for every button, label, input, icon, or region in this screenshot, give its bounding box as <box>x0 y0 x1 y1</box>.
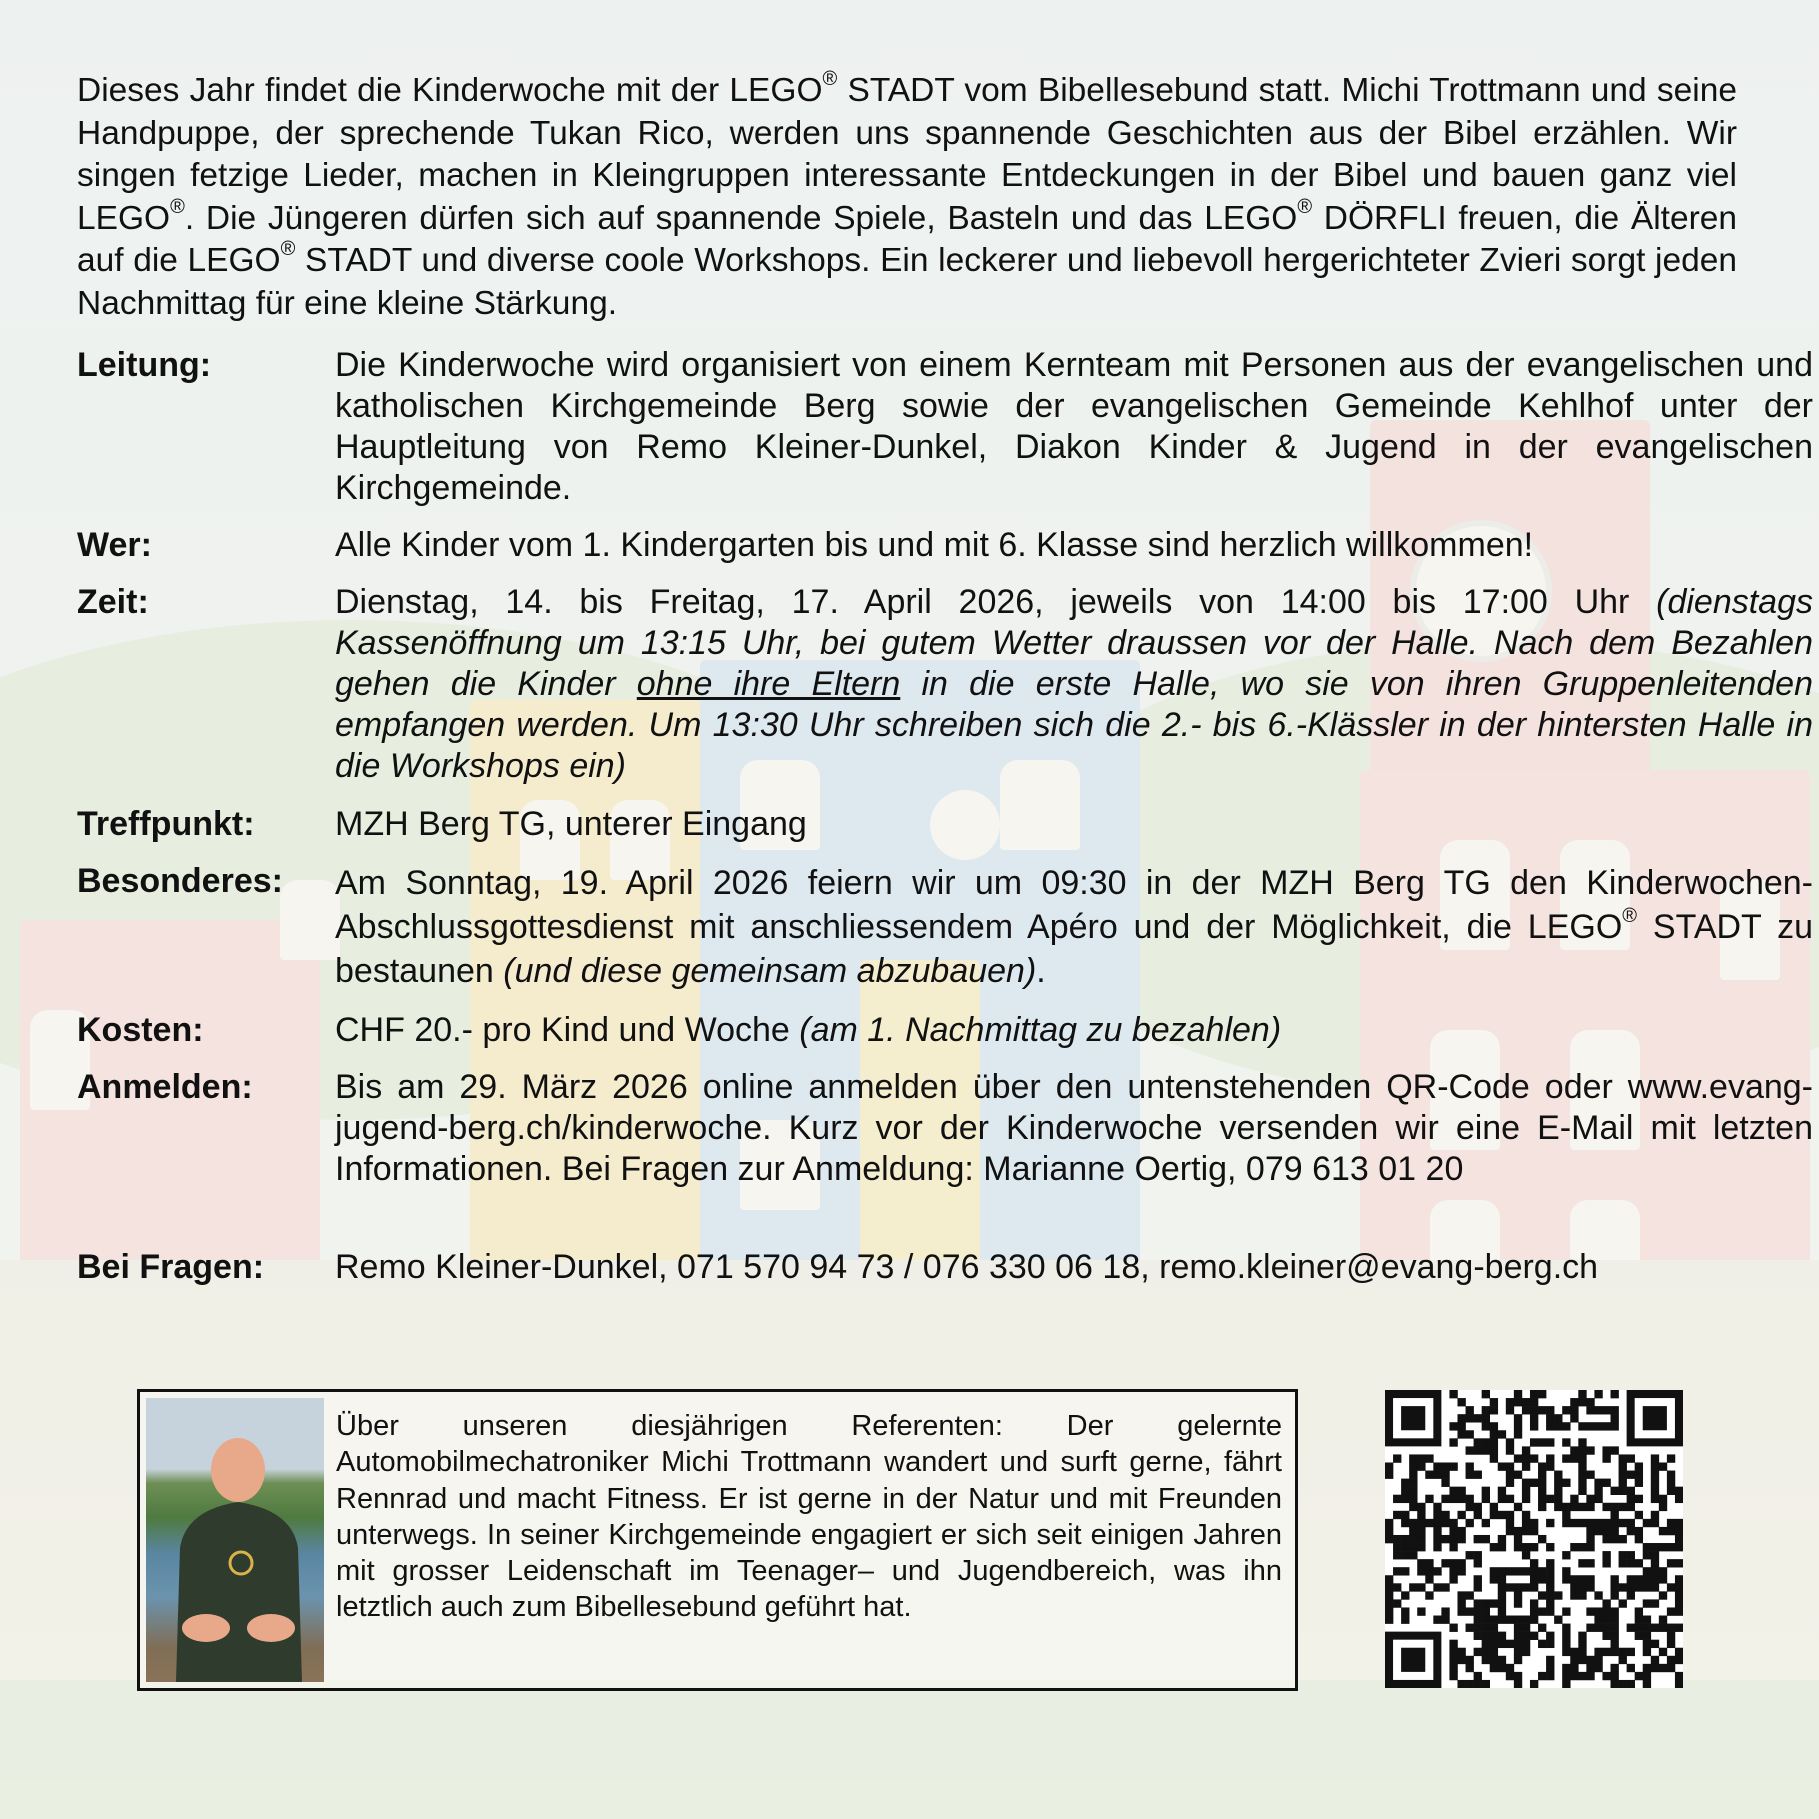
registration-qr-code[interactable] <box>1385 1390 1683 1688</box>
registered-mark: ® <box>280 238 296 260</box>
besonderes-note: (und diese gemeinsam abzubauen) <box>503 952 1037 990</box>
wer-label: Wer: <box>77 526 152 564</box>
intro-part-5: STADT und diverse coole Workshops. Ein leckerer und liebevoll hergerichteter Zvieri sorgt jeden Nachmittag für eine kleine Stärkung. <box>77 242 1737 322</box>
wer-text: Alle Kinder vom 1. Kindergarten bis und mit 6. Klasse sind herzlich willkommen! <box>335 526 1534 564</box>
treffpunkt-text: MZH Berg TG, unterer Eingang <box>335 805 807 843</box>
kosten-value <box>335 1010 1813 1051</box>
zeit-note-b: in die erste Halle, wo sie von ihren Gruppenleitenden empfangen werden. Um 13:30 Uhr schreiben sich die 2.- bis 6.-Klässler in der hintersten Halle in die Workshops ein) <box>335 665 1813 785</box>
besonderes-end: . <box>1036 952 1046 990</box>
registered-mark: ® <box>1622 905 1638 927</box>
speaker-info-box <box>137 1389 1298 1691</box>
zeit-value <box>335 582 1813 787</box>
kosten-label: Kosten: <box>77 1011 204 1049</box>
treffpunkt-label: Treffpunkt: <box>77 805 255 843</box>
kosten-text: CHF 20.- pro Kind und Woche <box>335 1011 800 1049</box>
zeit-label: Zeit: <box>77 583 149 621</box>
leitung-text: Die Kinderwoche wird organisiert von einem Kernteam mit Personen aus der evangelischen und katholischen Kirchgemeinde Berg sowie der evangelischen Gemeinde Kehlhof unter der Hauptleitung von Remo Kleiner-Dunkel, Diakon Kinder & Jugend in der evangelischen Kirchgemeinde. <box>335 346 1813 507</box>
besonderes-text-b: STADT zu bestaunen <box>335 908 1813 990</box>
registered-mark: ® <box>1297 195 1313 218</box>
kosten-note: (am 1. Nachmittag zu bezahlen) <box>799 1011 1282 1049</box>
registered-mark: ® <box>170 195 185 218</box>
anmelden-label: Anmelden: <box>77 1068 253 1106</box>
intro-paragraph <box>77 70 1737 325</box>
intro-part-4: DÖRFLI freuen, die Älteren auf die LEGO <box>77 199 1737 279</box>
besonderes-text-a: Am Sonntag, 19. April 2026 feiern wir um 09:30 in der MZH Berg TG den Kinderwochen-Abschlussgottesdienst mit anschliessendem Apéro und der Möglichkeit, die LEGO <box>335 864 1813 946</box>
speaker-photo <box>146 1398 324 1682</box>
intro-part-1: Dieses Jahr findet die Kinderwoche mit der LEGO <box>77 72 823 109</box>
registered-mark: ® <box>822 68 838 90</box>
besonderes-label: Besonderes: <box>77 862 283 900</box>
fragen-label: Bei Fragen: <box>77 1248 265 1286</box>
anmelden-text: Bis am 29. März 2026 online anmelden über den untenstehenden QR-Code oder www.evang-jugend-berg.ch/kinderwoche. Kurz vor der Kinderwoche versenden wir eine E-Mail mit letzten Informationen. Bei Fragen zur Anmeldung: Marianne Oertig, 079 613 01 20 <box>335 1068 1813 1188</box>
zeit-note-underlined: ohne ihre Eltern <box>636 665 901 703</box>
zeit-text: Dienstag, 14. bis Freitag, 17. April 2026, jeweils von 14:00 bis 17:00 Uhr <box>335 583 1657 621</box>
speaker-bio-text: Über unseren diesjährigen Referenten: Der gelernte Automobilmechatroniker Michi Trottmann wandert und surft gerne, fährt Rennrad und macht Fitness. Er ist gerne in der Natur und mit Freunden unterwegs. In seiner Kirchgemeinde engagiert er sich seit einigen Jahren mit grosser Leidenschaft im Teenager– und Jugendbereich, was ihn letztlich auch zum Bibellesebund geführt hat. <box>336 1410 1282 1624</box>
fragen-text: Remo Kleiner-Dunkel, 071 570 94 73 / 076 330 06 18, remo.kleiner@evang-berg.ch <box>335 1248 1599 1286</box>
intro-part-2: STADT vom Bibellesebund statt. Michi Trottmann und seine Handpuppe, der sprechende Tukan Rico, werden uns spannende Geschichten aus der Bibel erzählen. Wir singen fetzige Lieder, machen in Kleingruppen interessante Entdeckungen in der Bibel und bauen ganz viel LEGO <box>77 72 1737 237</box>
intro-part-3: . Die Jüngeren dürfen sich auf spannende Spiele, Basteln und das LEGO <box>184 199 1298 237</box>
zeit-note-a: (dienstags Kassenöffnung um 13:15 Uhr, bei gutem Wetter draussen vor der Halle. Nach dem Bezahlen gehen die Kinder <box>335 583 1813 703</box>
besonderes-value <box>335 861 1813 993</box>
leitung-label: Leitung: <box>77 346 212 384</box>
